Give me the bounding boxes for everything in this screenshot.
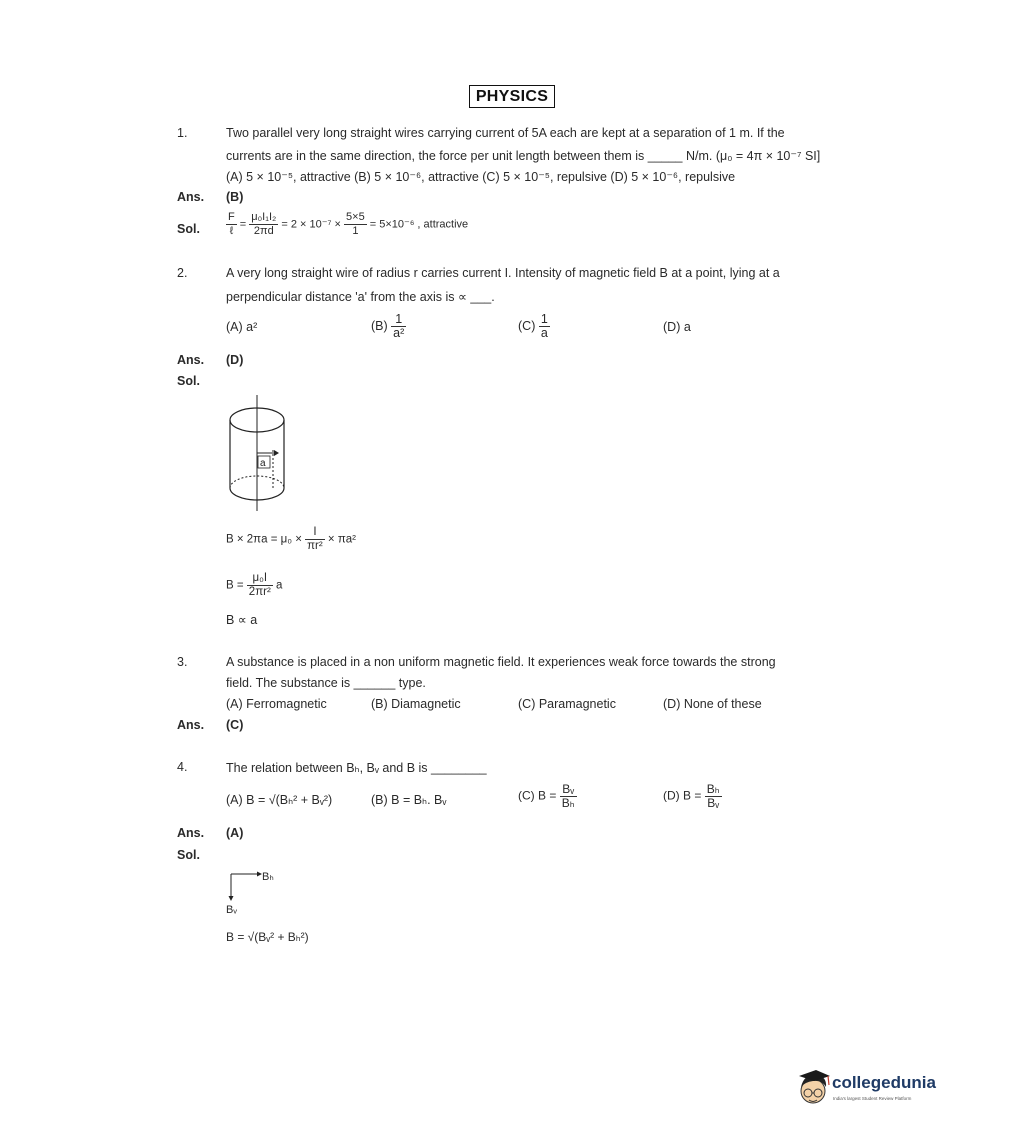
solution-label: Sol. bbox=[177, 222, 200, 236]
option-b: (B) B = Bₕ. Bᵥ bbox=[371, 793, 447, 807]
question-number: 4. bbox=[177, 760, 188, 774]
option-c: (C) $\frac{1}{a}$ bbox=[518, 312, 548, 340]
option-d: (D) B = $\frac{\text{Bₕ}}{\text{Bᵥ}}$ bbox=[663, 782, 720, 810]
option-c: (C) Paramagnetic bbox=[518, 697, 616, 711]
logo-name: collegedunia bbox=[832, 1073, 936, 1092]
answer-label: Ans. bbox=[177, 718, 205, 732]
question-text: A very long straight wire of radius r carries current I. Intensity of magnetic field B at a point, lying at a bbox=[226, 266, 780, 280]
question-text: The relation between Bₕ, Bᵥ and B is ________ bbox=[226, 761, 487, 775]
option-a: (A) B = √(Bₕ² + Bᵥ²) bbox=[226, 793, 333, 807]
question-number: 1. bbox=[177, 126, 188, 140]
collegedunia-logo bbox=[796, 1067, 946, 1111]
answer-value: (D) bbox=[226, 353, 244, 367]
option-d: (D) None of these bbox=[663, 697, 762, 711]
question-text: field. The substance is ______ type. bbox=[226, 676, 426, 690]
page-title: PHYSICS bbox=[469, 85, 555, 108]
option-a: (A) a² bbox=[226, 320, 258, 334]
radius-label: a bbox=[260, 458, 266, 469]
solution-equation: $\frac{F}{\text{ℓ}}$ = $\frac{\text{μ₀I₁I₂}}{2\pi d}$ = 2 × 10⁻⁷ × $\frac{5\times 5}{1}$ = 5×10⁻⁶ , attractive bbox=[228, 211, 469, 237]
solution-equation: B = √(Bᵥ² + Bₕ²) bbox=[226, 930, 309, 944]
option-d: (D) a bbox=[663, 320, 691, 334]
mascot-icon bbox=[796, 1067, 832, 1109]
solution-equation: B = $\frac{\text{μ₀I}}{\text{2πr²}}$ a bbox=[226, 572, 283, 598]
cylinder-diagram bbox=[222, 393, 292, 513]
question-options: (A) 5 × 10⁻⁵, attractive (B) 5 × 10⁻⁶, attractive (C) 5 × 10⁻⁵, repulsive (D) 5 × 10⁻⁶, repulsive bbox=[226, 170, 736, 184]
answer-value: (C) bbox=[226, 718, 244, 732]
answer-value: (A) bbox=[226, 826, 244, 840]
solution-equation: B ∝ a bbox=[226, 613, 258, 627]
bv-label: Bᵥ bbox=[226, 904, 237, 916]
option-b: (B) Diamagnetic bbox=[371, 697, 461, 711]
question-text: A substance is placed in a non uniform magnetic field. It experiences weak force towards the strong bbox=[226, 655, 776, 669]
question-number: 3. bbox=[177, 655, 188, 669]
question-text: currents are in the same direction, the force per unit length between them is _____ N/m. (μ₀ = 4π × 10⁻⁷ SI] bbox=[226, 149, 821, 163]
answer-label: Ans. bbox=[177, 353, 205, 367]
option-b: (B) $\frac{1}{\text{a²}}$ bbox=[371, 312, 405, 340]
answer-value: (B) bbox=[226, 190, 244, 204]
solution-equation: B × 2πa = μ₀ × $\frac{I}{\text{πr²}}$ × πa² bbox=[226, 526, 356, 552]
solution-label: Sol. bbox=[177, 848, 200, 862]
question-number: 2. bbox=[177, 266, 188, 280]
logo-tagline: India's largest Student Review Platform bbox=[833, 1096, 912, 1101]
answer-label: Ans. bbox=[177, 190, 205, 204]
answer-label: Ans. bbox=[177, 826, 205, 840]
option-c: (C) B = $\frac{\text{Bᵥ}}{\text{Bₕ}}$ bbox=[518, 782, 575, 810]
question-text: perpendicular distance 'a' from the axis is ∝ ___. bbox=[226, 290, 495, 304]
bh-label: Bₕ bbox=[262, 871, 274, 883]
question-text: Two parallel very long straight wires carrying current of 5A each are kept at a separation of 1 m. If the bbox=[226, 126, 785, 140]
option-a: (A) Ferromagnetic bbox=[226, 697, 327, 711]
solution-label: Sol. bbox=[177, 374, 200, 388]
